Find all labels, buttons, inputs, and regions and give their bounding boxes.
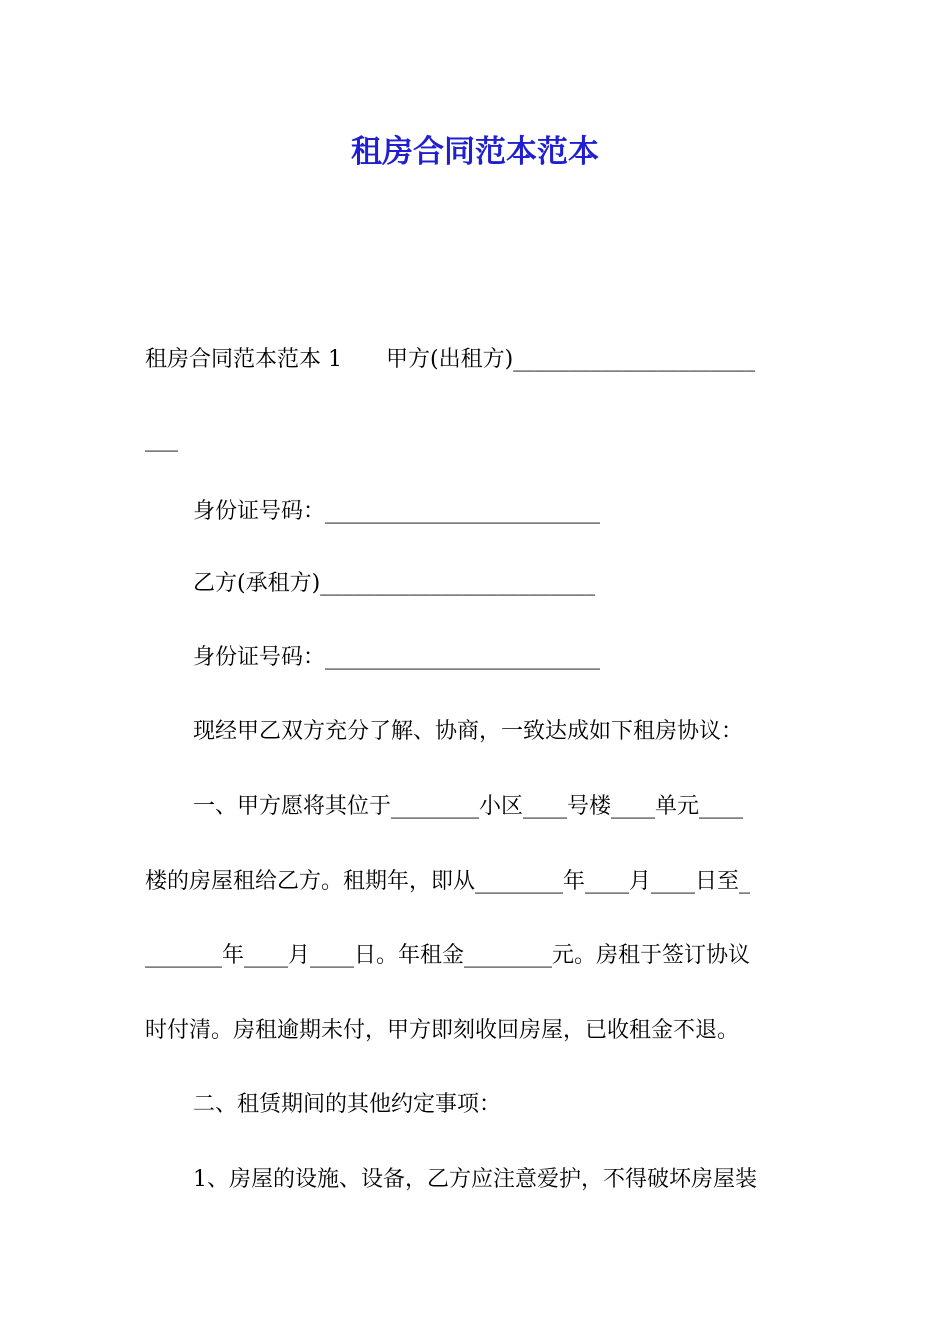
document-title: 租房合同范本范本	[351, 134, 599, 170]
party-a-line: 租房合同范本范本 1 甲方(出租方)______________________	[145, 347, 756, 372]
agreement-intro: 现经甲乙双方充分了解、协商，一致达成如下租房协议：	[193, 719, 744, 744]
clause-1-line-3: _______年____月____日。年租金________元。房租于签订协议	[145, 943, 751, 968]
clause-1-line-2: 楼的房屋租给乙方。租期年，即从________年____月____日至_	[145, 869, 751, 894]
party-b-id-line: 身份证号码：_________________________	[193, 645, 601, 670]
party-a-id-line: 身份证号码：_________________________	[193, 499, 601, 524]
party-a-continuation: ___	[145, 427, 178, 452]
clause-2-heading: 二、租赁期间的其他约定事项：	[193, 1092, 502, 1117]
clause-1-line-1: 一、甲方愿将其位于________小区____号楼____单元____	[193, 794, 744, 819]
party-b-line: 乙方(承租方)_________________________	[193, 571, 596, 596]
clause-2-item-1: 1、房屋的设施、设备，乙方应注意爱护，不得破坏房屋装	[193, 1167, 757, 1192]
clause-1-line-4: 时付清。房租逾期未付，甲方即刻收回房屋，已收租金不退。	[145, 1018, 740, 1043]
